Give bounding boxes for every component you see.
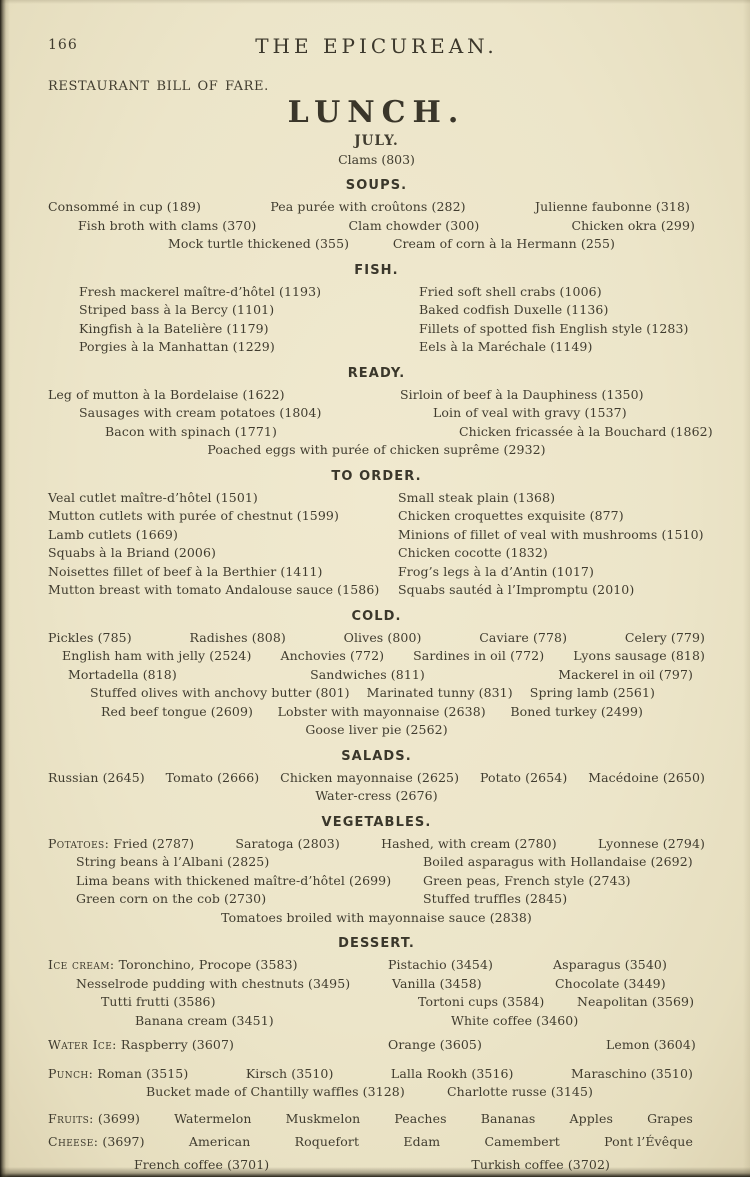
menu-row bbox=[48, 666, 705, 685]
section-heading: SALADS. bbox=[341, 748, 412, 764]
menu-item: Kingfish à la Batelière (1179) bbox=[79, 320, 269, 336]
menu-item: Asparagus (3540) bbox=[553, 957, 667, 972]
menu-item: Kirsch (3510) bbox=[245, 1065, 334, 1081]
menu-row bbox=[48, 956, 705, 975]
menu-cell bbox=[48, 526, 398, 545]
menu-cell bbox=[48, 423, 400, 442]
menu-item: Chicken okra (299) bbox=[571, 217, 695, 233]
menu-item: Veal cutlet maître-d’hôtel (1501) bbox=[48, 489, 258, 505]
menu-item: Water-cress (2676) bbox=[315, 788, 438, 803]
menu-row bbox=[48, 993, 705, 1012]
menu-cell bbox=[400, 386, 705, 405]
menu-item: Maraschino (3510) bbox=[571, 1065, 693, 1081]
menu-section-vegetables bbox=[48, 815, 705, 928]
menu-item: Tomatoes broiled with mayonnaise sauce (2838) bbox=[221, 909, 532, 925]
menu-item: Saratoga (2803) bbox=[235, 835, 340, 851]
menu-item: Sausages with cream potatoes (1804) bbox=[79, 405, 322, 420]
menu-row bbox=[48, 872, 705, 891]
menu-item: Olives (800) bbox=[343, 629, 422, 645]
menu-row bbox=[48, 769, 705, 788]
menu-item: Julienne faubonne (318) bbox=[535, 199, 690, 214]
menu-item: Grapes bbox=[647, 1110, 693, 1126]
menu-row bbox=[48, 489, 705, 508]
menu-item: Sandwiches (811) bbox=[310, 666, 425, 682]
menu-item: Water Ice: Raspberry (3607) bbox=[48, 1037, 234, 1052]
menu-item: Sirloin of beef à la Dauphiness (1350) bbox=[400, 386, 644, 402]
page-header bbox=[48, 34, 705, 58]
menu-item-category-label: Potatoes: bbox=[48, 835, 110, 851]
menu-section-fish bbox=[48, 263, 705, 357]
section-heading: COLD. bbox=[351, 608, 402, 624]
menu-cell bbox=[48, 489, 398, 508]
menu-item: Chicken croquettes exquisite (877) bbox=[398, 508, 624, 523]
menu-item: Goose liver pie (2562) bbox=[305, 722, 448, 737]
section-heading: TO ORDER. bbox=[331, 468, 422, 484]
menu-item: Ice cream: Toronchino, Procope (3583) bbox=[48, 957, 298, 972]
menu-item: Tutti frutti (3586) bbox=[101, 994, 216, 1009]
menu-item: Green peas, French style (2743) bbox=[423, 872, 631, 888]
section-heading: FISH. bbox=[354, 262, 399, 278]
menu-cell bbox=[48, 993, 388, 1012]
menu-item: English ham with jelly (2524) bbox=[62, 648, 252, 663]
menu-item: White coffee (3460) bbox=[451, 1012, 579, 1028]
menu-row bbox=[48, 441, 705, 460]
menu-row bbox=[48, 581, 705, 600]
menu-item: Caviare (778) bbox=[479, 629, 568, 645]
menu-item: Porgies à la Manhattan (1229) bbox=[79, 339, 275, 354]
running-title: THE EPICUREAN. bbox=[255, 34, 498, 58]
menu-row bbox=[48, 338, 705, 357]
menu-item: Muskmelon bbox=[285, 1110, 361, 1126]
menu-row bbox=[48, 507, 705, 526]
menu-item: Bacon with spinach (1771) bbox=[105, 423, 277, 439]
menu-row bbox=[48, 703, 705, 722]
menu-section-cold bbox=[48, 609, 705, 740]
menu-cell bbox=[48, 283, 419, 302]
menu-cell bbox=[419, 283, 705, 302]
menu-cell bbox=[398, 507, 705, 526]
menu-row bbox=[48, 1065, 705, 1084]
menu-section-dessert bbox=[48, 936, 705, 1174]
menu-item: Pistachio (3454) bbox=[388, 957, 494, 972]
menu-item: Roquefort bbox=[294, 1134, 360, 1149]
menu-item: Lemon (3604) bbox=[606, 1037, 696, 1052]
menu-item: Boned turkey (2499) bbox=[510, 703, 643, 719]
menu bbox=[48, 178, 713, 1174]
menu-item: Chicken mayonnaise (2625) bbox=[280, 769, 460, 785]
menu-item: Squabs sautéd à l’Impromptu (2010) bbox=[398, 582, 635, 597]
menu-row bbox=[48, 721, 705, 740]
menu-item: Mutton cutlets with purée of chestnut (1599) bbox=[48, 508, 339, 523]
menu-item: Spring lamb (2561) bbox=[529, 685, 655, 700]
menu-item: Neapolitan (3569) bbox=[577, 994, 695, 1009]
menu-cell bbox=[398, 563, 705, 582]
menu-item: Russian (2645) bbox=[48, 769, 145, 785]
menu-cell bbox=[48, 890, 423, 909]
menu-item: Fish broth with clams (370) bbox=[78, 217, 257, 233]
menu-cell bbox=[423, 872, 705, 891]
menu-row bbox=[48, 975, 705, 994]
menu-cell bbox=[553, 975, 705, 994]
menu-item: Small steak plain (1368) bbox=[398, 489, 556, 505]
menu-item: Camembert bbox=[484, 1134, 560, 1149]
menu-item: Clam chowder (300) bbox=[348, 217, 480, 233]
menu-item: Orange (3605) bbox=[388, 1037, 482, 1052]
menu-cell bbox=[48, 404, 400, 423]
menu-cell bbox=[48, 563, 398, 582]
menu-cell bbox=[419, 320, 705, 339]
section-heading: READY. bbox=[347, 365, 406, 381]
menu-item: Marinated tunny (831) bbox=[366, 685, 513, 700]
section-heading: VEGETABLES. bbox=[321, 814, 432, 830]
menu-item: Squabs à la Briand (2006) bbox=[48, 545, 217, 560]
menu-item: Fillets of spotted fish English style (1283) bbox=[419, 320, 689, 336]
menu-cell bbox=[388, 956, 553, 975]
menu-row bbox=[48, 853, 705, 872]
menu-cell bbox=[388, 1036, 553, 1055]
menu-section-soups bbox=[48, 178, 705, 254]
menu-item: Tomato (2666) bbox=[165, 769, 260, 785]
menu-item: Turkish coffee (3702) bbox=[471, 1156, 610, 1172]
menu-item: Vanilla (3458) bbox=[392, 975, 482, 991]
menu-item: Anchovies (772) bbox=[280, 648, 385, 663]
menu-cell bbox=[423, 890, 705, 909]
menu-row bbox=[48, 1036, 705, 1055]
menu-item: Apples bbox=[569, 1110, 613, 1126]
menu-item: Loin of veal with gravy (1537) bbox=[433, 405, 627, 420]
menu-row bbox=[48, 629, 705, 648]
menu-row bbox=[48, 423, 713, 442]
menu-row bbox=[48, 544, 705, 563]
menu-section-salads bbox=[48, 749, 705, 806]
menu-cell bbox=[553, 956, 705, 975]
menu-item: Green corn on the cob (2730) bbox=[76, 891, 267, 906]
menu-row bbox=[48, 909, 705, 928]
menu-cell bbox=[400, 404, 705, 423]
menu-cell bbox=[419, 338, 705, 357]
menu-row bbox=[48, 684, 705, 703]
menu-row bbox=[48, 235, 705, 254]
menu-cell bbox=[48, 975, 388, 994]
menu-item: Fresh mackerel maître-d’hôtel (1193) bbox=[79, 283, 322, 299]
menu-row bbox=[48, 1012, 705, 1031]
menu-row bbox=[48, 563, 705, 582]
menu-item: Lyonnese (2794) bbox=[597, 835, 705, 851]
menu-cell bbox=[48, 956, 388, 975]
menu-item: Cheese: (3697) bbox=[48, 1134, 145, 1149]
menu-cell bbox=[553, 993, 705, 1012]
menu-cell bbox=[48, 1036, 388, 1055]
menu-item: Frog’s legs à la d’Antin (1017) bbox=[398, 563, 594, 579]
menu-item: Eels à la Maréchale (1149) bbox=[419, 339, 593, 354]
menu-item: Fruits: (3699) bbox=[48, 1110, 141, 1126]
menu-row bbox=[48, 386, 705, 405]
menu-item: Mutton breast with tomato Andalouse sauce (1586) bbox=[48, 582, 380, 597]
menu-section-ready bbox=[48, 365, 713, 460]
menu-item: Minions of fillet of veal with mushrooms (1510) bbox=[398, 526, 704, 542]
section-heading: SOUPS. bbox=[345, 178, 408, 193]
opening-item: Clams (803) bbox=[338, 152, 415, 167]
menu-item: Lima beans with thickened maître-d’hôtel (2699) bbox=[76, 872, 392, 888]
menu-row bbox=[48, 1083, 705, 1102]
menu-cell bbox=[48, 581, 398, 600]
menu-cell bbox=[48, 386, 400, 405]
month-label: JULY. bbox=[354, 133, 399, 149]
menu-item: Charlotte russe (3145) bbox=[447, 1084, 593, 1099]
menu-row bbox=[48, 835, 705, 854]
menu-row bbox=[48, 217, 705, 236]
menu-item: Mackerel in oil (797) bbox=[558, 666, 693, 682]
menu-cell bbox=[48, 544, 398, 563]
menu-cell bbox=[48, 853, 423, 872]
page-number: 166 bbox=[48, 37, 78, 53]
menu-cell bbox=[48, 507, 398, 526]
menu-item: Radishes (808) bbox=[189, 629, 286, 645]
menu-item: Celery (779) bbox=[624, 629, 705, 645]
menu-item: Red beef tongue (2609) bbox=[101, 703, 253, 719]
menu-cell bbox=[419, 301, 705, 320]
menu-item: Mortadella (818) bbox=[68, 666, 177, 682]
menu-item: Tortoni cups (3584) bbox=[418, 994, 545, 1009]
menu-item: Striped bass à la Bercy (1101) bbox=[79, 302, 275, 317]
menu-item: Stuffed olives with anchovy butter (801) bbox=[90, 685, 350, 700]
menu-row bbox=[48, 1156, 705, 1175]
menu-item: Leg of mutton à la Bordelaise (1622) bbox=[48, 386, 285, 402]
menu-row bbox=[48, 301, 705, 320]
menu-item: Fried soft shell crabs (1006) bbox=[419, 283, 602, 299]
menu-item: American bbox=[188, 1134, 251, 1149]
menu-row bbox=[48, 1110, 705, 1129]
menu-item-category-label: Punch: bbox=[48, 1065, 94, 1081]
menu-item: Macédoine (2650) bbox=[588, 769, 705, 785]
section-heading: DESSERT. bbox=[338, 936, 415, 951]
menu-item: Baked codfish Duxelle (1136) bbox=[419, 302, 609, 317]
menu-item: Punch: Roman (3515) bbox=[48, 1065, 189, 1081]
menu-row bbox=[48, 320, 705, 339]
menu-item: Chocolate (3449) bbox=[555, 975, 666, 991]
menu-cell bbox=[388, 975, 553, 994]
menu-row bbox=[48, 890, 705, 909]
menu-item: Pont l’Évêque bbox=[604, 1134, 693, 1149]
menu-item-category-label: Cheese: bbox=[48, 1134, 99, 1149]
menu-cell bbox=[388, 1012, 705, 1031]
menu-item: Sardines in oil (772) bbox=[413, 648, 545, 663]
menu-item: Lobster with mayonnaise (2638) bbox=[277, 703, 486, 719]
menu-item: Bucket made of Chantilly waffles (3128) bbox=[146, 1084, 405, 1099]
menu-item: Mock turtle thickened (355) bbox=[168, 236, 350, 251]
menu-item: Cream of corn à la Hermann (255) bbox=[392, 236, 615, 251]
menu-item: Chicken fricassée à la Bouchard (1862) bbox=[459, 423, 713, 439]
menu-cell bbox=[398, 489, 705, 508]
menu-cell bbox=[48, 338, 419, 357]
menu-row bbox=[48, 1133, 705, 1152]
menu-item: Banana cream (3451) bbox=[135, 1012, 274, 1028]
menu-item: Poached eggs with purée of chicken suprême (2932) bbox=[207, 442, 546, 457]
menu-cell bbox=[398, 581, 705, 600]
menu-row bbox=[48, 198, 705, 217]
page-title: LUNCH. bbox=[287, 95, 466, 130]
menu-item-category-label: Ice cream: bbox=[48, 957, 115, 972]
menu-item: Bananas bbox=[480, 1110, 536, 1126]
menu-row bbox=[48, 404, 705, 423]
menu-item: French coffee (3701) bbox=[134, 1156, 270, 1172]
menu-cell bbox=[553, 1036, 705, 1055]
menu-item: Potatoes: Fried (2787) bbox=[48, 835, 195, 851]
menu-cell bbox=[48, 301, 419, 320]
menu-cell bbox=[48, 1012, 388, 1031]
menu-item: Lyons sausage (818) bbox=[573, 648, 705, 663]
menu-item-category-label: Fruits: bbox=[48, 1110, 94, 1126]
menu-item: Lalla Rookh (3516) bbox=[390, 1065, 514, 1081]
menu-item: Chicken cocotte (1832) bbox=[398, 545, 548, 560]
menu-item: Pea purée with croûtons (282) bbox=[270, 199, 466, 214]
menu-item: Lamb cutlets (1669) bbox=[48, 526, 178, 542]
menu-item: Boiled asparagus with Hollandaise (2692) bbox=[423, 854, 693, 869]
kicker: RESTAURANT BILL OF FARE. bbox=[48, 79, 269, 94]
menu-row bbox=[48, 526, 705, 545]
menu-item: Edam bbox=[403, 1134, 441, 1149]
menu-section-to-order bbox=[48, 469, 705, 600]
menu-item: Consommé in cup (189) bbox=[48, 199, 201, 214]
menu-cell bbox=[398, 526, 705, 545]
menu-item: Pickles (785) bbox=[48, 629, 132, 645]
menu-cell bbox=[423, 853, 705, 872]
menu-item: Noisettes fillet of beef à la Berthier (1411) bbox=[48, 563, 323, 579]
menu-cell bbox=[48, 320, 419, 339]
menu-item: Stuffed truffles (2845) bbox=[423, 891, 568, 906]
menu-cell bbox=[398, 544, 705, 563]
menu-item: Peaches bbox=[394, 1110, 447, 1126]
menu-row bbox=[48, 283, 705, 302]
menu-item: Potato (2654) bbox=[480, 769, 568, 785]
menu-row bbox=[48, 647, 705, 666]
menu-item-category-label: Water Ice: bbox=[48, 1037, 117, 1052]
menu-item: Watermelon bbox=[174, 1110, 252, 1126]
menu-cell bbox=[388, 993, 553, 1012]
menu-cell bbox=[400, 423, 713, 442]
menu-cell bbox=[48, 872, 423, 891]
menu-item: String beans à l’Albani (2825) bbox=[76, 854, 270, 869]
menu-item: Hashed, with cream (2780) bbox=[381, 835, 557, 851]
menu-item: Nesselrode pudding with chestnuts (3495) bbox=[76, 975, 351, 991]
menu-row bbox=[48, 787, 705, 806]
